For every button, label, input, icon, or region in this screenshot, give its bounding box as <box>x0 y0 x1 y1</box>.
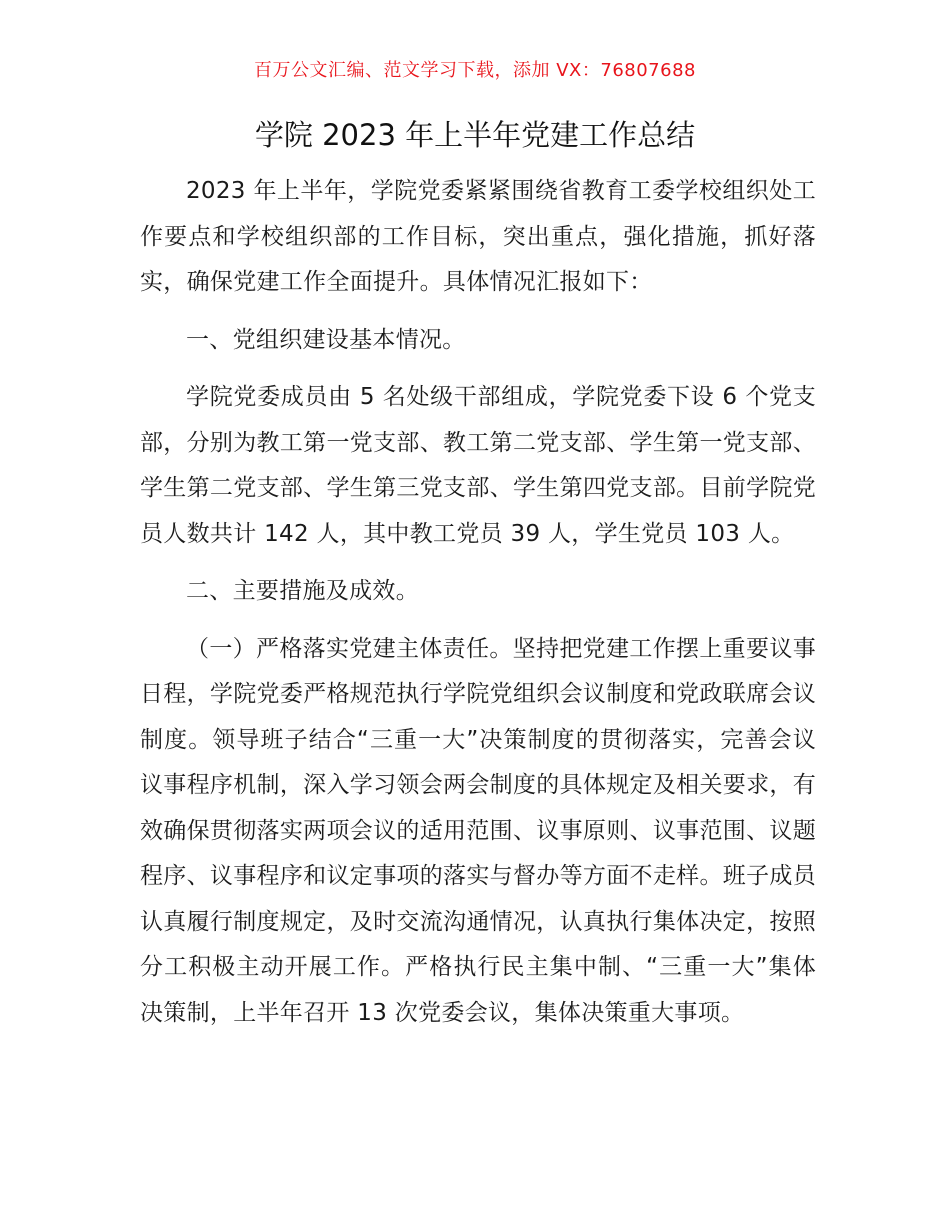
document-title: 学院 2023 年上半年党建工作总结 <box>254 118 696 152</box>
document-body <box>140 169 816 1048</box>
intro-paragraph: 2023 年上半年，学院党委紧紧围绕省教育工委学校组织处工作要点和学校组织部的工作目标，突出重点，强化措施，抓好落实，确保党建工作全面提升。具体情况汇报如下： <box>140 178 816 295</box>
section-heading-1: 一、党组织建设基本情况。 <box>186 326 466 353</box>
header-banner: 百万公文汇编、范文学习下载，添加 VX：76807688 <box>254 60 696 81</box>
measure-1-paragraph: （一）严格落实党建主体责任。坚持把党建工作摆上重要议事日程，学院党委严格规范执行学院党组织会议制度和党政联席会议制度。领导班子结合“三重一大”决策制度的贯彻落实，完善会议议事程序机制，深入学习领会两会制度的具体规定及相关要求，有效确保贯彻落实两项会议的适用范围、议事原则、议事范围、议题程序、议事程序和议定事项的落实与督办等方面不走样。班子成员认真履行制度规定，及时交流沟通情况，认真执行集体决定，按照分工积极主动开展工作。严格执行民主集中制、“三重一大”集体决策制，上半年召开 13 次党委会议，集体决策重大事项。 <box>140 635 816 1026</box>
section-heading-2: 二、主要措施及成效。 <box>186 578 419 604</box>
org-overview-paragraph: 学院党委成员由 5 名处级干部组成，学院党委下设 6 个党支部，分别为教工第一党支部、教工第二党支部、学生第一党支部、学生第二党支部、学生第三党支部、学生第四党支部。目前学院党员人数共计 142 人，其中教工党员 39 人，学生党员 103 人。 <box>140 384 816 547</box>
